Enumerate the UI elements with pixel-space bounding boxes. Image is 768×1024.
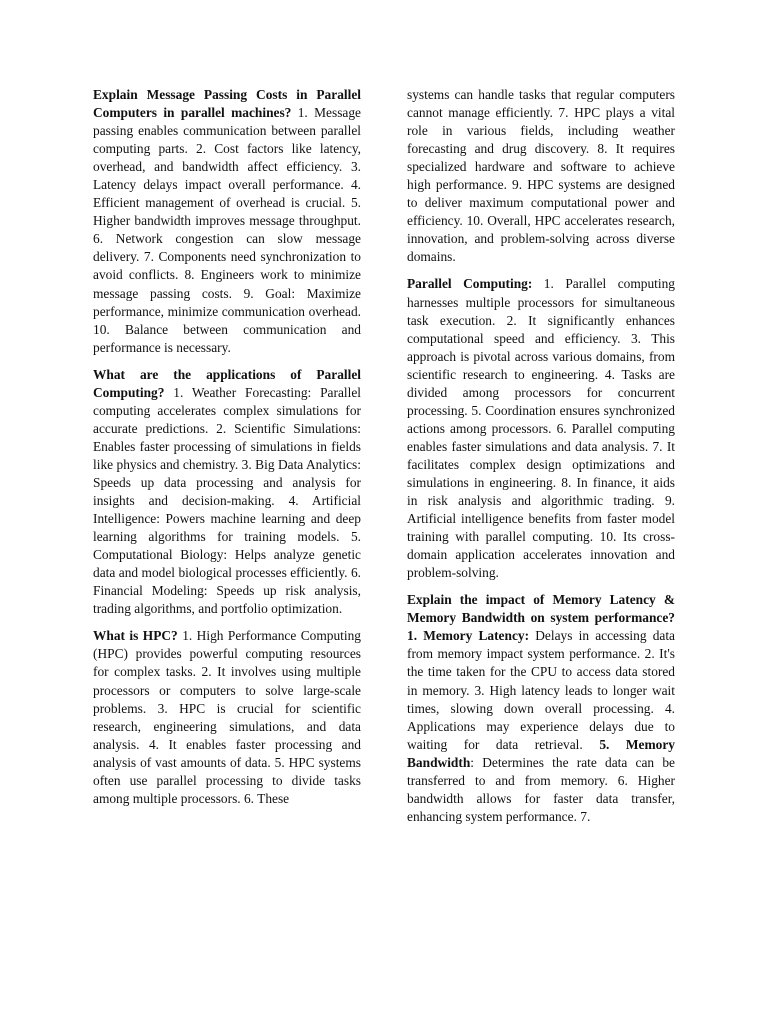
paragraph-body: : Determines the rate data can be transferred to and from memory. 6. Higher bandwidth allows for faster data transfer, enhancing system performance. 7. — [407, 754, 675, 824]
right-column — [407, 86, 675, 835]
paragraph-body: 1. Weather Forecasting: Parallel computing accelerates complex simulations for accurate predictions. 2. Scientific Simulations: Enables faster processing of simulations in fields like physics and chemistry. 3. Big Data Analytics: Speeds up data processing and analysis for insights and decision-making. 4. Artificial Intelligence: Powers machine learning and deep learning algorithms for training models. 5. Computational Biology: Helps analyze genetic data and model biological processes efficiently. 6. Financial Modeling: Speeds up risk analysis, trading algorithms, and portfolio optimization. — [93, 384, 361, 617]
paragraph-body: systems can handle tasks that regular computers cannot manage efficiently. 7. HPC plays a vital role in various fields, including weather forecasting and drug discovery. 8. It requires specialized hardware and software to achieve high performance. 9. HPC systems are designed to deliver maximum computational power and efficiency. 10. Overall, HPC accelerates research, innovation, and problem-solving across diverse domains. — [407, 87, 675, 265]
paragraph-heading: What is HPC? — [93, 628, 178, 644]
paragraph-heading: Explain Message Passing Costs in Parallel Computers in parallel machines? — [93, 87, 361, 121]
inline-bold-term: 1. Memory Latency: — [407, 628, 530, 644]
inline-bold-term: 5. Memory Bandwidth — [407, 736, 675, 770]
paragraph-heading: What are the applications of Parallel Computing? — [93, 366, 361, 400]
paragraph-parallel-applications — [93, 366, 361, 619]
paragraph-parallel-computing — [407, 275, 675, 582]
paragraph-heading: Explain the impact of Memory Latency & Memory Bandwidth on system performance? — [407, 592, 675, 626]
left-column — [93, 86, 361, 817]
paragraph-body: Delays in accessing data from memory impact system performance. 2. It's the time taken for the CPU to access data stored in memory. 3. High latency leads to longer wait times, slowing down overall processing. 4. Applications may experience delays due to waiting for data retrieval. — [407, 628, 675, 752]
paragraph-body: 1. Message passing enables communication between parallel computing parts. 2. Cost factors like latency, overhead, and bandwidth affect efficiency. 3. Latency delays impact overall performance. 4. Efficient management of overhead is crucial. 5. Higher bandwidth improves message throughput. 6. Network congestion can slow message delivery. 7. Components need synchronization to avoid conflicts. 8. Engineers work to minimize message passing costs. 9. Goal: Maximize performance, minimize communication overhead. 10. Balance between communication and performance is necessary. — [93, 105, 361, 355]
paragraph-body: 1. High Performance Computing (HPC) provides powerful computing resources for complex tasks. 2. It involves using multiple processors or computers to solve large-scale problems. 3. HPC is crucial for scientific research, engineering simulations, and data analysis. 4. It enables faster processing and analysis of vast amounts of data. 5. HPC systems often use parallel processing to divide tasks among multiple processors. 6. These — [93, 628, 361, 806]
paragraph-heading: Parallel Computing: — [407, 276, 533, 292]
paragraph-what-is-hpc — [93, 627, 361, 807]
paragraph-hpc-continued — [407, 86, 675, 266]
paragraph-memory-latency-bandwidth — [407, 591, 675, 826]
paragraph-body: 1. Parallel computing harnesses multiple processors for simultaneous task execution. 2. It significantly enhances computational speed and efficiency. 3. This approach is pivotal across various domains, from scientific research to engineering. 4. Tasks are divided among processors for concurrent processing. 5. Coordination ensures synchronized actions among processors. 6. Parallel computing enables faster simulations and data analysis. 7. It facilitates complex design optimizations and simulations in engineering. 8. In finance, it aids in risk analysis and algorithmic trading. 9. Artificial intelligence benefits from faster model training with parallel computing. 10. Its cross-domain application accelerates innovation and problem-solving. — [407, 276, 675, 581]
paragraph-message-passing-costs — [93, 86, 361, 357]
